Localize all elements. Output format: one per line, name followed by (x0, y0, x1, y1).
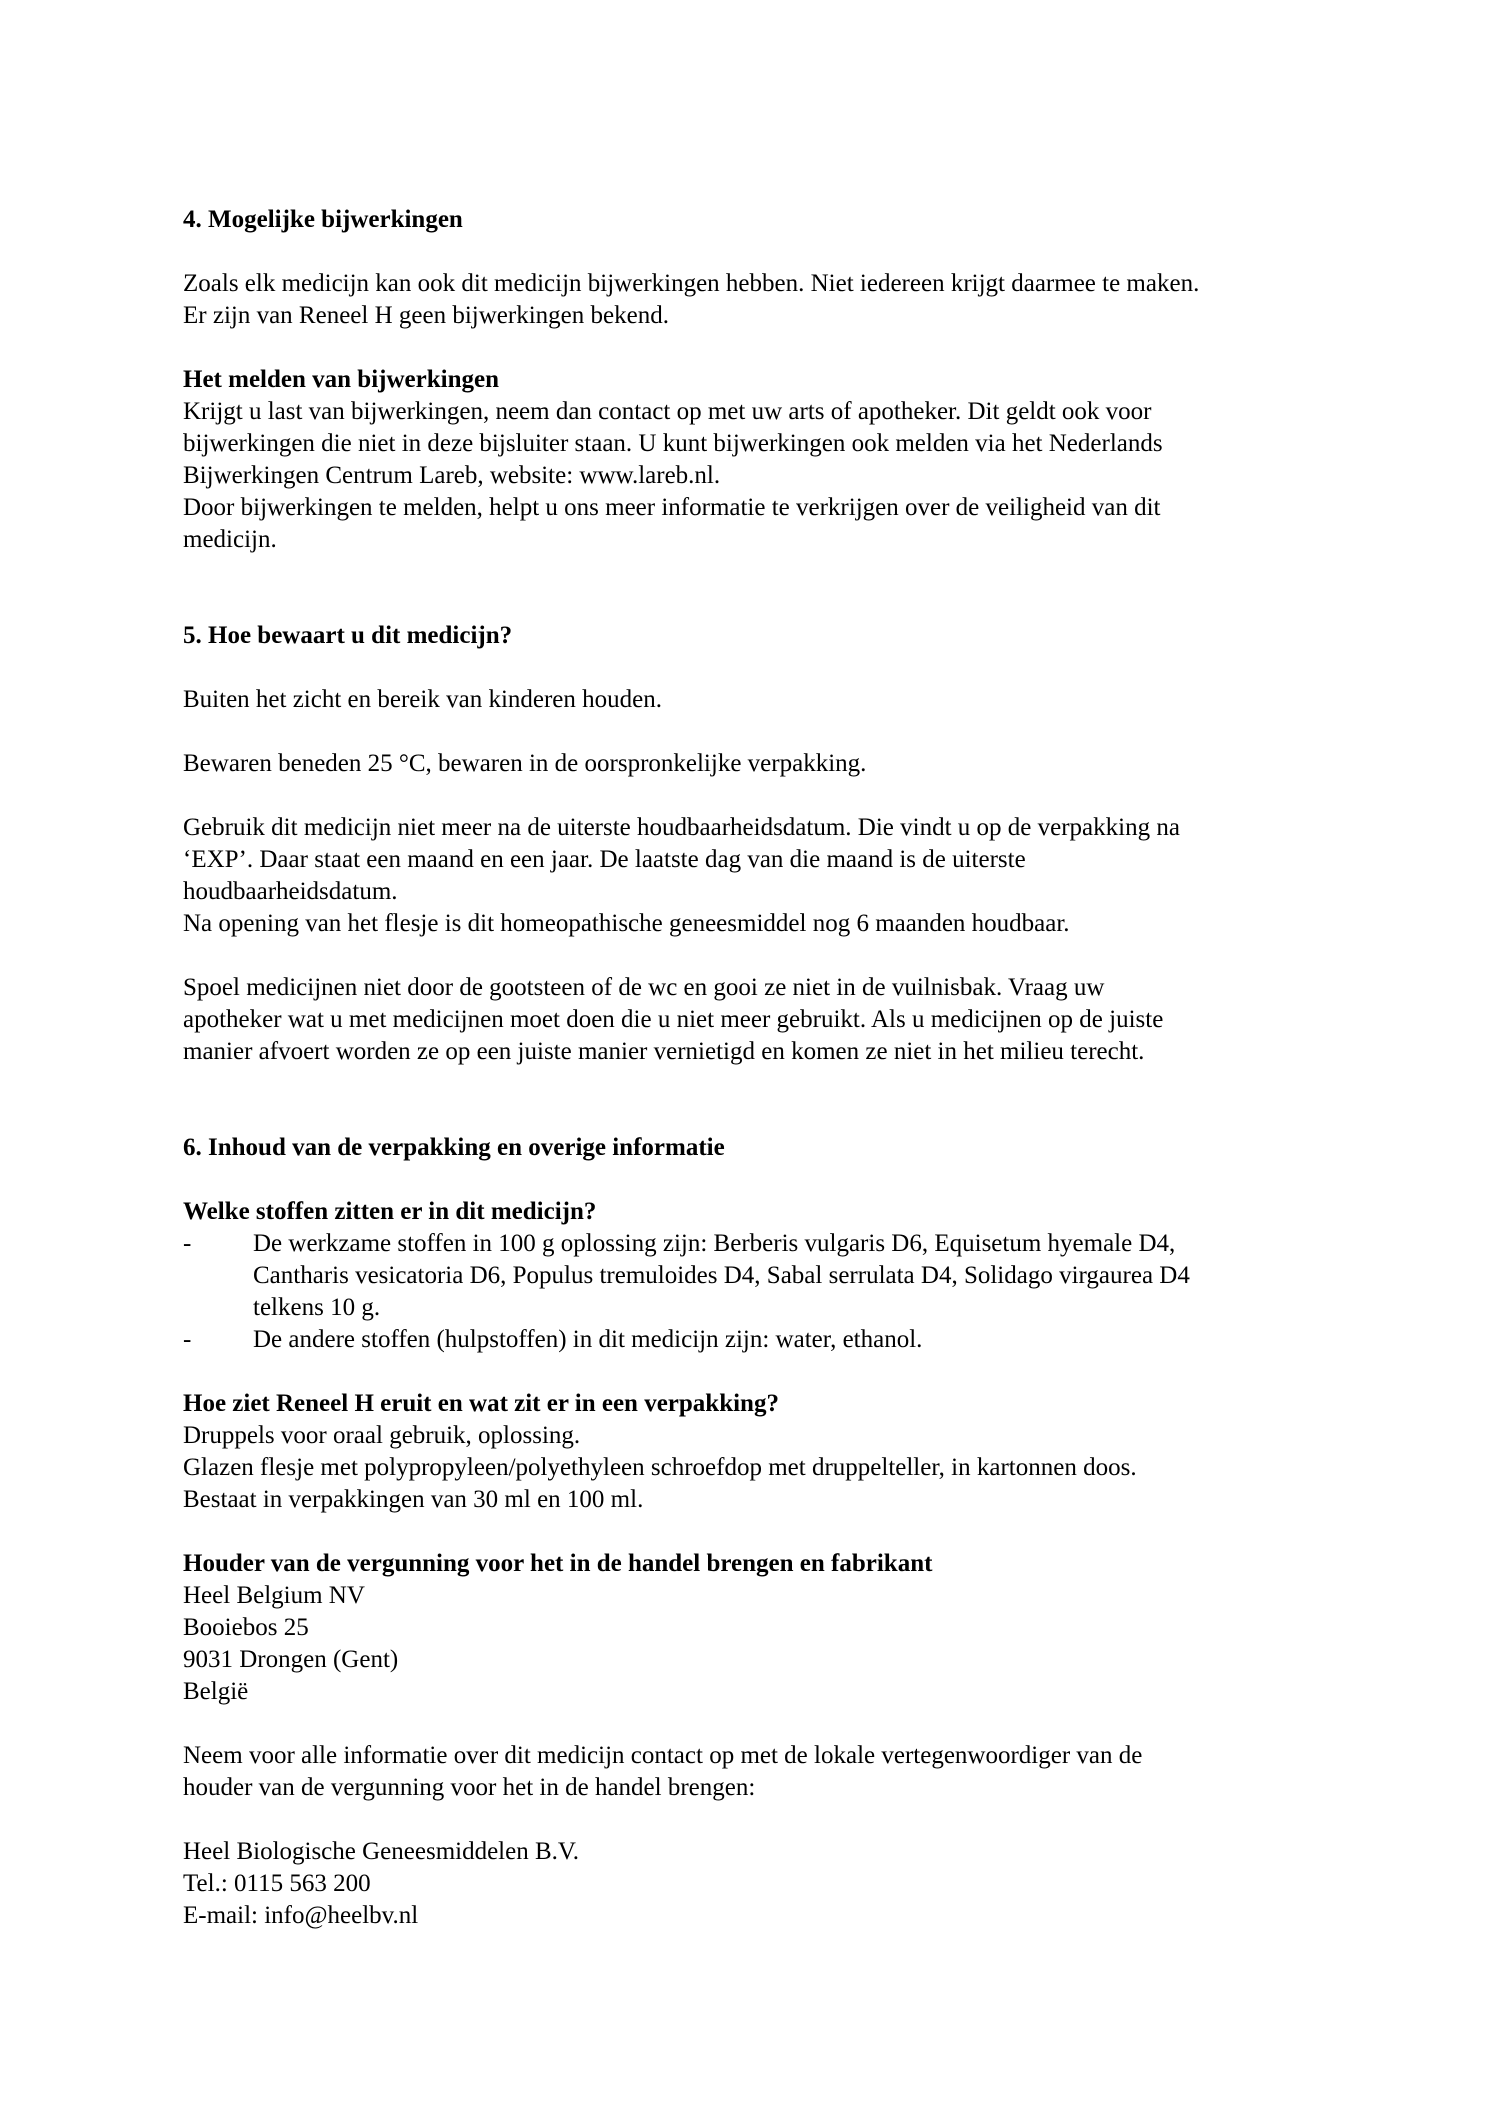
text-line: houder van de vergunning voor het in de handel brengen: (183, 1774, 756, 1801)
section-5-heading: 5. Hoe bewaart u dit medicijn? (183, 622, 513, 649)
spacer (183, 1164, 1314, 1196)
text-line: Krijgt u last van bijwerkingen, neem dan contact op met uw arts of apotheker. Dit geldt ook voor (183, 398, 1152, 425)
text-line: Booiebos 25 (183, 1614, 309, 1641)
list-item (183, 1324, 1314, 1356)
list-item-text (253, 1324, 1314, 1356)
text-line: Bijwerkingen Centrum Lareb, website: www.lareb.nl. (183, 462, 721, 489)
contact-company: Heel Biologische Geneesmiddelen B.V. (183, 1838, 579, 1865)
spacer (183, 652, 1314, 684)
section-4-heading: 4. Mogelijke bijwerkingen (183, 206, 463, 233)
text-line: Door bijwerkingen te melden, helpt u ons meer informatie te verkrijgen over de veiligheid van dit (183, 494, 1161, 521)
melden-subheading: Het melden van bijwerkingen (183, 366, 499, 393)
text-line: Gebruik dit medicijn niet meer na de uiterste houdbaarheidsdatum. Die vindt u op de verpakking na (183, 814, 1180, 841)
melden-paragraph (183, 396, 1314, 556)
houder-address (183, 1580, 1314, 1708)
text-line: telkens 10 g. (253, 1294, 381, 1321)
text-line: manier afvoert worden ze op een juiste manier vernietigd en komen ze niet in het milieu terecht. (183, 1038, 1145, 1065)
text-line: Glazen flesje met polypropyleen/polyethyleen schroefdop met druppelteller, in kartonnen doos. (183, 1454, 1137, 1481)
spacer (183, 1708, 1314, 1740)
vertegenwoordiger-paragraph (183, 1740, 1314, 1804)
spacer (183, 1356, 1314, 1388)
list-marker: - (183, 1326, 192, 1353)
kinderen-paragraph: Buiten het zicht en bereik van kinderen houden. (183, 686, 663, 713)
contact-email: E-mail: info@heelbv.nl (183, 1902, 419, 1929)
text-line: Zoals elk medicijn kan ook dit medicijn bijwerkingen hebben. Niet iedereen krijgt daarmee te maken. (183, 270, 1200, 297)
section-4-intro-paragraph (183, 268, 1314, 332)
list-item-text (253, 1228, 1314, 1324)
spacer (183, 1804, 1314, 1836)
text-line: bijwerkingen die niet in deze bijsluiter staan. U kunt bijwerkingen ook melden via het Nederlands (183, 430, 1163, 457)
verpakking-paragraph (183, 1420, 1314, 1516)
text-line: Cantharis vesicatoria D6, Populus tremuloides D4, Sabal serrulata D4, Solidago virgaurea D4 (253, 1262, 1190, 1289)
section-6-heading: 6. Inhoud van de verpakking en overige informatie (183, 1134, 725, 1161)
list-item (183, 1228, 1314, 1324)
text-line: houdbaarheidsdatum. (183, 878, 398, 905)
bewaren-paragraph: Bewaren beneden 25 °C, bewaren in de oorspronkelijke verpakking. (183, 750, 867, 777)
spacer (183, 556, 1314, 620)
spacer (183, 1516, 1314, 1548)
text-line: apotheker wat u met medicijnen moet doen die u niet meer gebruikt. Als u medicijnen op de juiste (183, 1006, 1164, 1033)
text-line: medicijn. (183, 526, 277, 553)
houdbaarheid-paragraph (183, 812, 1314, 940)
text-line: ‘EXP’. Daar staat een maand en een jaar. De laatste dag van die maand is de uiterste (183, 846, 1026, 873)
text-line: Spoel medicijnen niet door de gootsteen of de wc en gooi ze niet in de vuilnisbak. Vraag uw (183, 974, 1105, 1001)
stoffen-subheading: Welke stoffen zitten er in dit medicijn? (183, 1198, 597, 1225)
spacer (183, 332, 1314, 364)
list-marker: - (183, 1230, 192, 1257)
contact-phone: Tel.: 0115 563 200 (183, 1870, 371, 1897)
contact-block (183, 1836, 1314, 1932)
text-line: Na opening van het flesje is dit homeopathische geneesmiddel nog 6 maanden houdbaar. (183, 910, 1070, 937)
text-line: Bestaat in verpakkingen van 30 ml en 100 ml. (183, 1486, 644, 1513)
verpakking-subheading: Hoe ziet Reneel H eruit en wat zit er in een verpakking? (183, 1390, 779, 1417)
text-line: Druppels voor oraal gebruik, oplossing. (183, 1422, 581, 1449)
text-line: Er zijn van Reneel H geen bijwerkingen bekend. (183, 302, 669, 329)
text-line: België (183, 1678, 249, 1705)
text-line: De werkzame stoffen in 100 g oplossing zijn: Berberis vulgaris D6, Equisetum hyemale D4, (253, 1230, 1176, 1257)
afvoeren-paragraph (183, 972, 1314, 1068)
spacer (183, 716, 1314, 748)
spacer (183, 940, 1314, 972)
spacer (183, 236, 1314, 268)
houder-subheading: Houder van de vergunning voor het in de handel brengen en fabrikant (183, 1550, 933, 1577)
text-line: De andere stoffen (hulpstoffen) in dit medicijn zijn: water, ethanol. (253, 1326, 923, 1353)
spacer (183, 1068, 1314, 1132)
spacer (183, 780, 1314, 812)
text-line: Neem voor alle informatie over dit medicijn contact op met de lokale vertegenwoordiger van de (183, 1742, 1143, 1769)
text-line: 9031 Drongen (Gent) (183, 1646, 399, 1673)
text-line: Heel Belgium NV (183, 1582, 365, 1609)
